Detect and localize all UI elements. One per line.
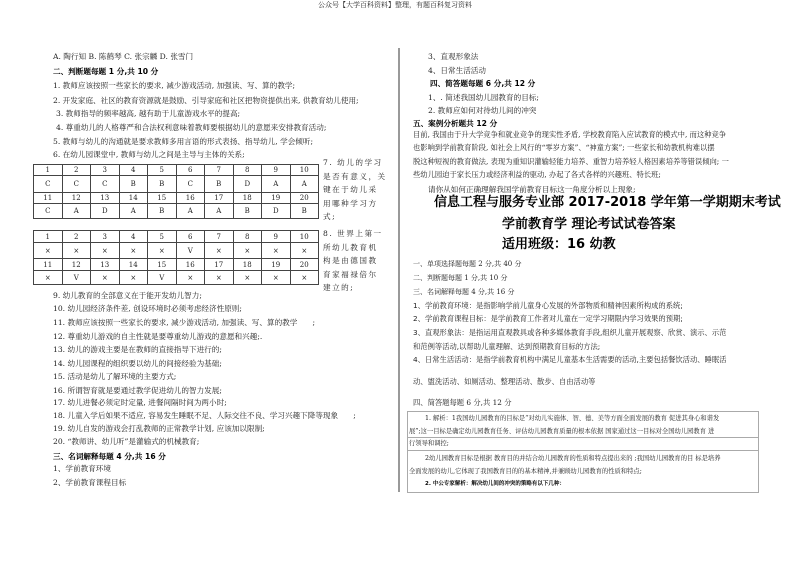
question: 20. “教师讲、幼儿听”是灌输式的机械教育; bbox=[53, 437, 200, 446]
question-number-cell: 4 bbox=[119, 231, 148, 243]
side-question-line: 7. 幼儿的学习 bbox=[323, 158, 383, 167]
answer-cell: A bbox=[262, 176, 291, 193]
definition: 3、直观形象法：是指运用直观教具或各种多媒体教育手段,组织儿童开展观察、欣赏、演示、示范 bbox=[413, 328, 727, 337]
definition: 1、学前教育环境：是指影响学前儿童身心发展的外部物质和精神因素所构成的系统; bbox=[413, 301, 683, 310]
side-question-line: 式; bbox=[323, 212, 337, 221]
answer-cell: × bbox=[290, 271, 319, 285]
answer-cell: V bbox=[176, 243, 205, 259]
case-text: 目前, 我国由于升大学竞争和就业竞争的现实性矛盾, 学校教育陷入应试教育的模式中, 而这种竞争 bbox=[413, 130, 727, 139]
question-number-cell: 16 bbox=[176, 193, 205, 204]
question-number-cell: 12 bbox=[62, 259, 91, 271]
question: 16. 所谓智育就是要通过教学促进幼儿的智力发展; bbox=[53, 386, 222, 395]
answer-cell: × bbox=[176, 271, 205, 285]
question-number-cell: 15 bbox=[148, 193, 177, 204]
answer-cell: C bbox=[34, 204, 63, 219]
definition: 和范例等活动,以帮助儿童理解、达到预期教育目标的方法; bbox=[413, 342, 601, 351]
divider bbox=[407, 450, 759, 451]
term: 4、日常生活活动 bbox=[428, 66, 486, 75]
question-number-cell: 4 bbox=[119, 165, 148, 176]
term: 3、直观形象法 bbox=[428, 52, 479, 61]
question-number-cell: 3 bbox=[91, 165, 120, 176]
case-text: 也影响到学前教育阶段, 如社会上风行的“零岁方案”、“神童方案”; 一些家长和幼教机构难以摆 bbox=[413, 143, 715, 152]
divider bbox=[407, 437, 759, 438]
question-number-cell: 16 bbox=[176, 259, 205, 271]
question-number-cell: 3 bbox=[91, 231, 120, 243]
question-number-cell: 8 bbox=[233, 231, 262, 243]
question: 12. 尊重幼儿游戏的自主性就是要尊重幼儿游戏的意愿和兴趣;. bbox=[53, 332, 263, 341]
side-question-line: 建立的; bbox=[323, 283, 355, 292]
column-divider bbox=[398, 48, 400, 492]
side-question-line: 用哪种学习方 bbox=[323, 198, 378, 208]
answer-cell: V bbox=[62, 271, 91, 285]
question-number-cell: 17 bbox=[205, 193, 234, 204]
question-number-cell: 20 bbox=[290, 259, 319, 271]
side-question-line: 是否有意义，关 bbox=[323, 171, 387, 181]
answer-cell: D bbox=[233, 176, 262, 193]
question-number-cell: 12 bbox=[62, 193, 91, 204]
term: 1、学前教育环境 bbox=[53, 464, 111, 473]
side-question-line: 8. 世界上第一 bbox=[323, 229, 383, 238]
table-row bbox=[34, 243, 319, 259]
definition: 动、盥洗活动、如厕活动、整理活动、散步、自由活动等 bbox=[413, 377, 596, 386]
question-number-cell: 8 bbox=[233, 165, 262, 176]
question: 18. 儿童入学后如果不适应, 容易发生睡眠不足、人际交往不良、学习兴趣下降等现象 ; bbox=[53, 411, 356, 420]
case-text: 脱这种短视的教育做法, 表现为重知识灌输轻能力培养、重智力培养轻人格因素培养等错误倾向; 一 bbox=[413, 157, 729, 166]
answer-cell: × bbox=[262, 271, 291, 285]
question-number-cell: 18 bbox=[233, 259, 262, 271]
answer-cell: B bbox=[205, 176, 234, 193]
question-number-cell: 1 bbox=[34, 165, 63, 176]
section-heading: 四、简答题每题 6 分,共 12 分 bbox=[430, 79, 536, 88]
table-row bbox=[34, 271, 319, 285]
question-number-cell: 17 bbox=[205, 259, 234, 271]
answer-cell: D bbox=[91, 204, 120, 219]
question-number-cell: 14 bbox=[119, 193, 148, 204]
table-row bbox=[34, 231, 319, 243]
question-number-cell: 7 bbox=[205, 165, 234, 176]
question: 10. 幼儿园经济条件差, 创设环境时必须考虑经济性原则; bbox=[53, 304, 242, 313]
question: 14. 幼儿园课程的组织要以幼儿的间接经验为基础; bbox=[53, 359, 222, 368]
table-row bbox=[34, 176, 319, 193]
question: 5. 教师与幼儿的沟通就是要求教师多用言语的形式表扬、指导幼儿, 学会倾听; bbox=[53, 137, 314, 146]
answer-text: 2幼儿园教育目标是根据 教育目的并结合幼儿园教育的性质和特点提出来的 ;我国幼儿园教育的目 标是培养 bbox=[425, 455, 721, 462]
answer-cell: A bbox=[62, 204, 91, 219]
question-number-cell: 9 bbox=[262, 231, 291, 243]
question-number-cell: 7 bbox=[205, 231, 234, 243]
question-number-cell: 11 bbox=[34, 259, 63, 271]
definition: 4、日常生活活动：是指学前教育机构中满足儿童基本生活需要的活动,主要包括餐饮活动、睡眠活 bbox=[413, 355, 727, 364]
table-row bbox=[34, 204, 319, 219]
question-number-cell: 14 bbox=[119, 259, 148, 271]
answer-cell: A bbox=[290, 176, 319, 193]
exam-title: 信息工程与服务专业部 2017-2018 学年第一学期期末考试 bbox=[434, 195, 781, 210]
short-question: 2. 教师应如何对待幼儿间的冲突 bbox=[428, 106, 537, 115]
question-number-cell: 13 bbox=[91, 193, 120, 204]
side-question-line: 键在于幼儿采 bbox=[323, 185, 378, 194]
answer-cell: C bbox=[176, 176, 205, 193]
case-question: 请你从如何正确理解我国学前教育目标这一角度分析以上现象; bbox=[428, 185, 636, 194]
section-heading: 五、案例分析题共 12 分 bbox=[413, 119, 498, 128]
question-number-cell: 13 bbox=[91, 259, 120, 271]
question: 15. 活动是幼儿了解环境的主要方式; bbox=[53, 372, 177, 381]
question: 2. 开发家庭、社区的教育资源就是鼓励、引导家庭和社区把物资提供出来, 供教育幼儿使用; bbox=[53, 96, 359, 105]
question-number-cell: 10 bbox=[290, 165, 319, 176]
question: 19. 幼儿自发的游戏会打乱教师的正常教学计划, 应该加以限制; bbox=[53, 424, 265, 433]
question-number-cell: 6 bbox=[176, 165, 205, 176]
question: 4. 尊重幼儿的人格尊严和合法权利意味着教师要根据幼儿的意愿来安排教育活动; bbox=[56, 123, 327, 132]
answer-cell: C bbox=[91, 176, 120, 193]
exam-subtitle: 学前教育学 理论考试试卷答案 bbox=[502, 217, 676, 232]
answer-cell: B bbox=[290, 204, 319, 219]
question: 9. 幼儿教育的全部意义在于能开发幼儿智力; bbox=[53, 291, 202, 300]
answer-text: 2. 中公专家解析：解决幼儿间的冲突的策略有以下几种： bbox=[425, 481, 565, 487]
answer-cell: V bbox=[148, 271, 177, 285]
applicable-class: 适用班级：16 幼教 bbox=[502, 237, 616, 252]
answer-section: 四、简答题每题 6 分,共 12 分 bbox=[413, 398, 512, 407]
answer-cell: × bbox=[91, 243, 120, 259]
question-number-cell: 9 bbox=[262, 165, 291, 176]
question-number-cell: 10 bbox=[290, 231, 319, 243]
question-number-cell: 19 bbox=[262, 259, 291, 271]
question-number-cell: 2 bbox=[62, 165, 91, 176]
question: 1. 教师应该按照一些家长的要求, 减少游戏活动, 加强读、写、算的教学; bbox=[53, 81, 296, 90]
judge-answer-table bbox=[33, 230, 319, 285]
answer-cell: × bbox=[62, 243, 91, 259]
question-options: A. 陶行知 B. 陈鹤琴 C. 张宗麟 D. 张雪门 bbox=[53, 52, 194, 61]
table-row bbox=[34, 165, 319, 176]
answer-section: 一、单项选择题每题 2 分,共 40 分 bbox=[413, 260, 522, 268]
question-number-cell: 15 bbox=[148, 259, 177, 271]
answer-cell: × bbox=[233, 243, 262, 259]
answer-cell: B bbox=[119, 176, 148, 193]
answer-cell: C bbox=[62, 176, 91, 193]
answer-cell: × bbox=[205, 271, 234, 285]
side-question-line: 所幼儿教育机 bbox=[323, 242, 378, 252]
question-number-cell: 2 bbox=[62, 231, 91, 243]
answer-text: 行领导和调控; bbox=[409, 440, 449, 447]
answer-text: 全面发展的幼儿,它体现了我国教育目的的基本精神,并兼顾幼儿园教育的性质和特点; bbox=[409, 468, 642, 475]
answer-cell: × bbox=[148, 243, 177, 259]
answer-cell: × bbox=[119, 243, 148, 259]
question-number-cell: 6 bbox=[176, 231, 205, 243]
answer-cell: B bbox=[148, 176, 177, 193]
answer-cell: D bbox=[262, 204, 291, 219]
answer-text: 1. 解析：1我国幼儿园教育的目标是“对幼儿实施体、智、德、美等方面全面发展的教育 促进其身心和谐发 bbox=[425, 415, 720, 422]
side-question-line: 构是由德国教 bbox=[323, 256, 378, 265]
answer-cell: A bbox=[119, 204, 148, 219]
choice-answer-table bbox=[33, 164, 319, 219]
answer-cell: × bbox=[233, 271, 262, 285]
answer-cell: B bbox=[233, 204, 262, 219]
question-number-cell: 18 bbox=[233, 193, 262, 204]
question: 11. 教师应该按照一些家长的要求, 减少游戏活动, 加强读、写、算的教学 ; bbox=[53, 318, 316, 327]
answer-text: 展”;这一目标是确定幼儿园教育任务、评估幼儿园教育质量的根本依据 国家通过这一目标对全国幼儿园教育 进 bbox=[409, 428, 715, 435]
question-number-cell: 20 bbox=[290, 193, 319, 204]
answer-section: 二、判断题每题 1 分,共 10 分 bbox=[413, 274, 508, 282]
answer-cell: × bbox=[119, 271, 148, 285]
question-number-cell: 11 bbox=[34, 193, 63, 204]
question: 13. 幼儿的游戏主要是在教师的直接指导下进行的; bbox=[53, 345, 222, 354]
question: 17. 幼儿进餐必须定时定量, 进餐间隔时间为两小时; bbox=[53, 398, 227, 407]
answer-cell: × bbox=[34, 271, 63, 285]
answer-cell: × bbox=[34, 243, 63, 259]
page-header: 公众号【大学百科资料】整理，有题百科复习资料 bbox=[318, 1, 472, 9]
answer-cell: × bbox=[262, 243, 291, 259]
question-number-cell: 5 bbox=[148, 231, 177, 243]
answer-section: 三、名词解释每题 4 分,共 16 分 bbox=[413, 288, 515, 296]
answer-cell: × bbox=[91, 271, 120, 285]
question-number-cell: 1 bbox=[34, 231, 63, 243]
answer-cell: C bbox=[34, 176, 63, 193]
section-heading: 三、名词解释每题 4 分,共 16 分 bbox=[53, 452, 166, 461]
term: 2、学前教育课程目标 bbox=[53, 478, 127, 487]
table-row bbox=[34, 259, 319, 271]
answer-cell: × bbox=[205, 243, 234, 259]
table-row bbox=[34, 193, 319, 204]
question-number-cell: 5 bbox=[148, 165, 177, 176]
answer-cell: B bbox=[148, 204, 177, 219]
question: 6. 在幼儿园课堂中, 教师与幼儿之间是主导与主体的关系; bbox=[53, 150, 245, 159]
case-text: 些幼儿园迫于家长压力或经济利益的驱动, 办起了各式各样的兴趣班、特长班; bbox=[413, 170, 661, 179]
answer-cell: A bbox=[205, 204, 234, 219]
answer-cell: A bbox=[176, 204, 205, 219]
definition: 2、学前教育课程目标：是学前教育工作者对儿童在一定学习期限内学习效果的预期; bbox=[413, 314, 683, 323]
section-heading: 二、判断题每题 1 分,共 10 分 bbox=[53, 67, 159, 76]
question: 3. 教师指导的频率越高, 越有助于儿童游戏水平的提高; bbox=[56, 109, 241, 118]
short-question: 1、. 简述我国幼儿园教育的目标; bbox=[428, 93, 539, 102]
question-number-cell: 19 bbox=[262, 193, 291, 204]
answer-cell: × bbox=[290, 243, 319, 259]
side-question-line: 育家福禄倍尔 bbox=[323, 269, 378, 279]
